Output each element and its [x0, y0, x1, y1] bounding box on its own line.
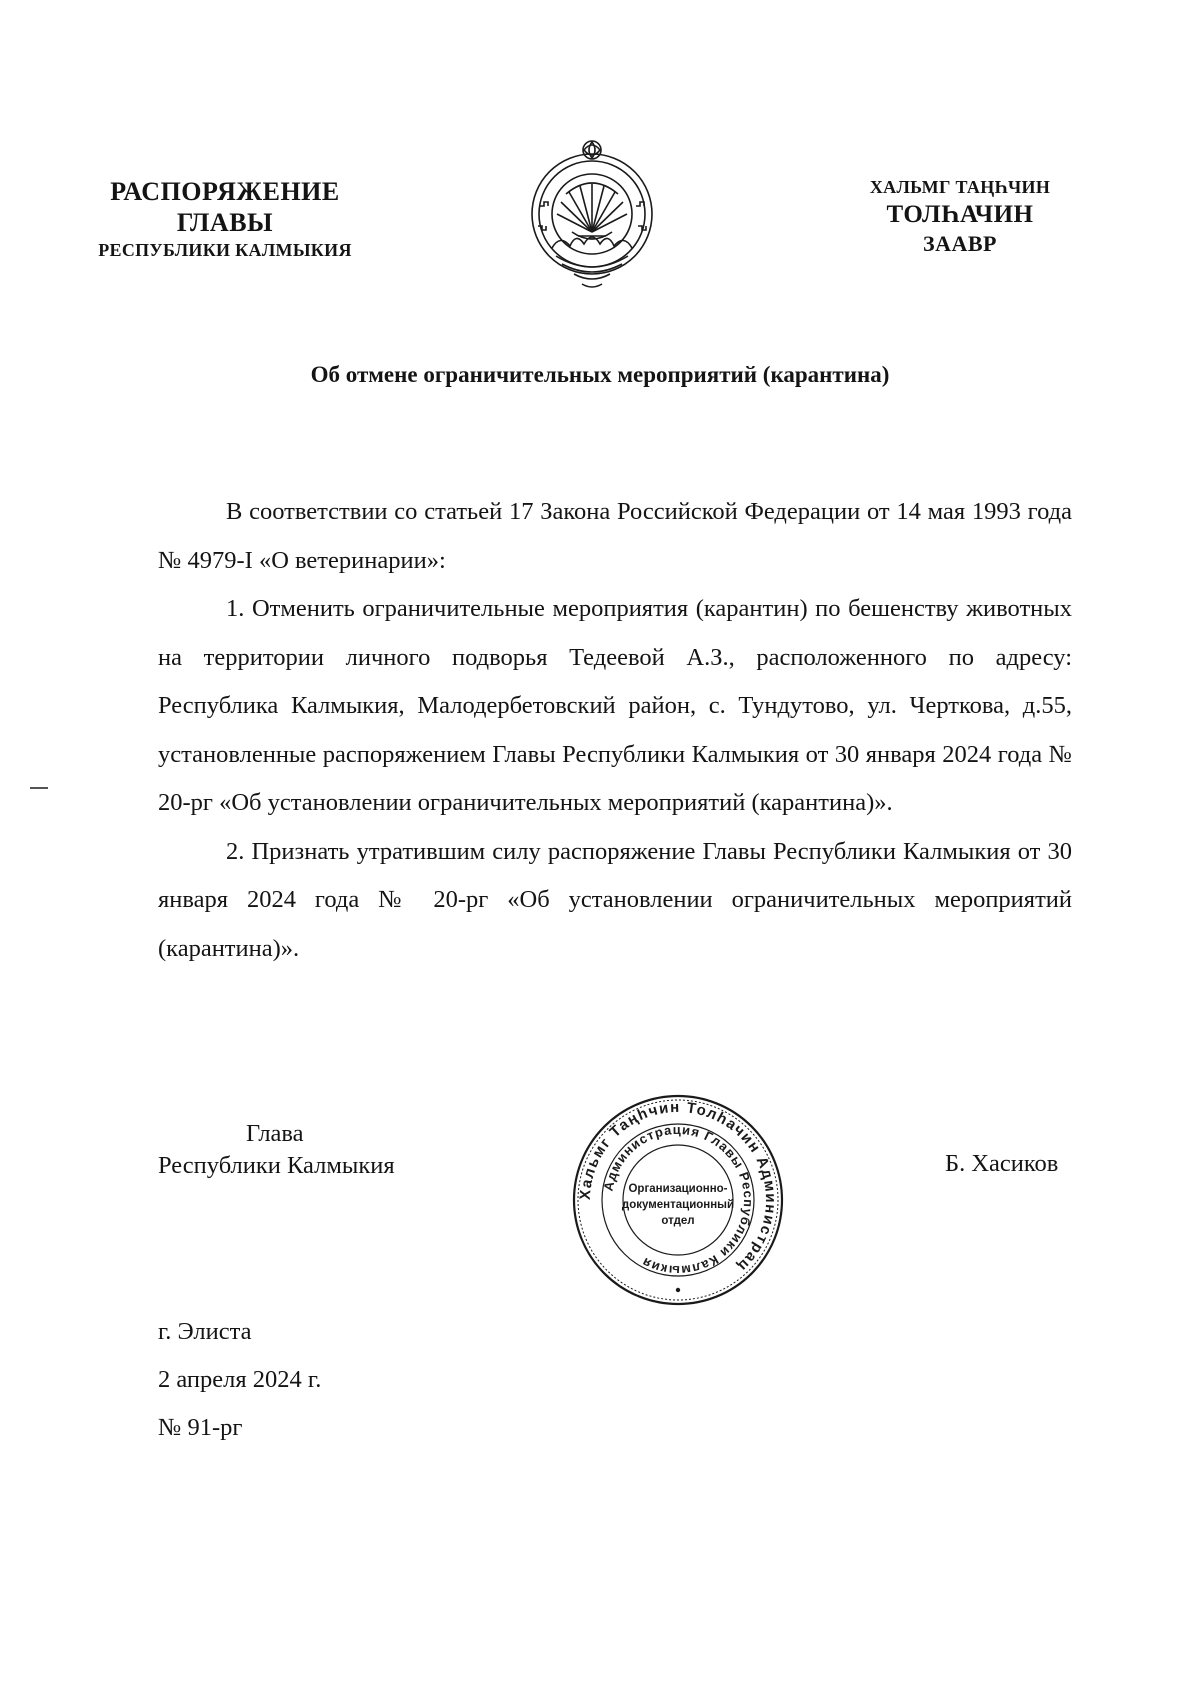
- footer-date: 2 апреля 2024 г.: [158, 1366, 322, 1393]
- header-right-block: [830, 176, 1090, 257]
- stamp-outer-text: Хальмг Таңһчин Толһачин Администрац: [576, 1098, 780, 1276]
- signature-position: [158, 1118, 395, 1182]
- document-title: Об отмене ограничительных мероприятий (карантина): [310, 362, 890, 387]
- header-order-title: РАСПОРЯЖЕНИЕ: [110, 177, 340, 206]
- signature-position-line1: Глава: [246, 1120, 304, 1147]
- footer-number: № 91-рг: [158, 1414, 243, 1441]
- body-item-2: 2. Признать утратившим силу распоряжение Главы Республики Калмыкия от 30 января 2024 года № 20-рг «Об установлении ограничительных мероприятий (карантина)».: [158, 837, 1072, 962]
- stamp-center-line2: документационный: [621, 1199, 735, 1211]
- stamp-center-line1: Организационно-: [628, 1183, 728, 1195]
- body-item-1: 1. Отменить ограничительные мероприятия (карантин) по бешенству животных на территории личного подворья Тедеевой А.З., расположенного по адресу: Республика Калмыкия, Малодербетовский район, с. Тундутово, ул. Черткова, д.55, установленные распоряжением Главы Республики Калмыкия от 30 января 2024 года № 20-рг «Об установлении ограничительных мероприятий (карантина)».: [158, 595, 1072, 816]
- scan-mark: [30, 787, 48, 789]
- body-preamble: В соответствии со статьей 17 Закона Российской Федерации от 14 мая 1993 года № 4979-I «О ветеринарии»:: [158, 498, 1072, 574]
- header-left-block: [40, 176, 410, 262]
- kalmykia-emblem-icon: [522, 136, 662, 296]
- header-kalmyk-line3: ЗААВР: [923, 230, 997, 256]
- stamp-center-line3: отдел: [661, 1215, 695, 1227]
- header-kalmyk-line2: ТОЛҺАЧИН: [886, 200, 1034, 228]
- footer-city: г. Элиста: [158, 1318, 252, 1345]
- document-body: [158, 488, 1072, 973]
- header-republic-name: РЕСПУБЛИКИ КАЛМЫКИЯ: [98, 240, 352, 261]
- header-head-word: ГЛАВЫ: [176, 208, 274, 238]
- signature-position-line2: Республики Калмыкия: [158, 1152, 395, 1179]
- stamp-dot: [676, 1288, 680, 1292]
- signatory-name: Б. Хасиков: [945, 1150, 1059, 1177]
- document-footer: [158, 1308, 321, 1452]
- stamp-inner-text: Администрация Главы Республики Калмыкия: [600, 1121, 757, 1279]
- header-kalmyk-line1: ХАЛЬМГ ТАҢҺЧИН: [869, 177, 1051, 197]
- official-stamp-icon: [568, 1090, 788, 1310]
